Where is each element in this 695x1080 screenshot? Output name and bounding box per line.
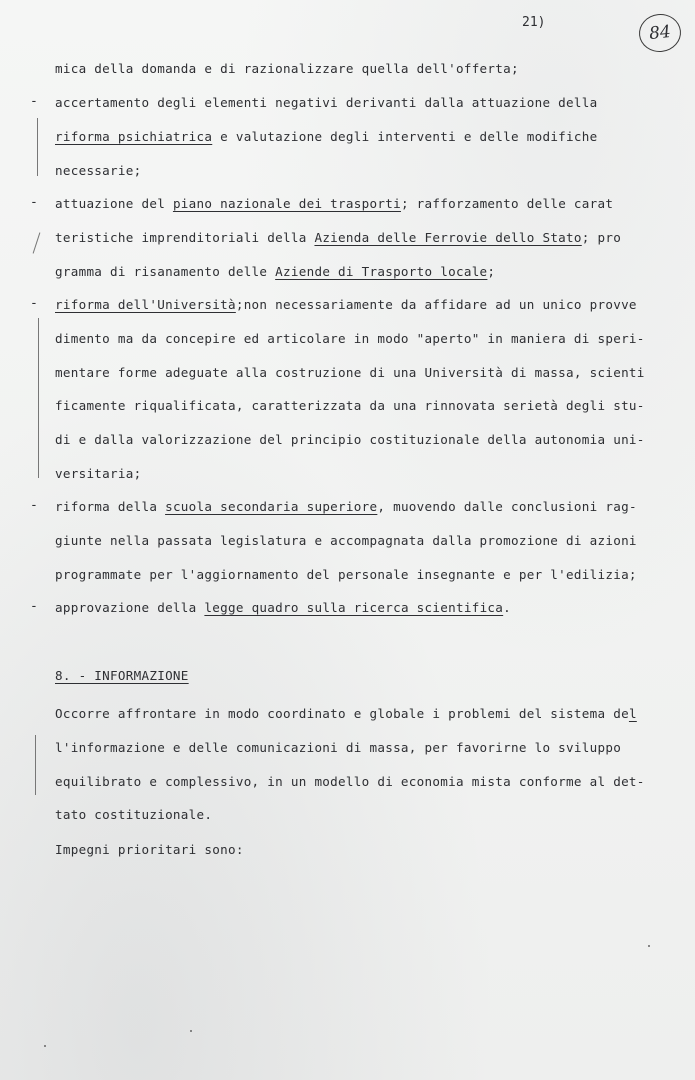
underlined-term: legge quadro sulla ricerca scientifica <box>204 600 504 615</box>
text-line: approvazione della legge quadro sulla ricerca scientifica. <box>55 600 512 615</box>
text-line: Occorre affrontare in modo coordinato e globale i problemi del sistema del <box>55 706 637 721</box>
text-line: riforma dell'Università;non necessariamente da affidare ad un unico provve <box>55 297 637 312</box>
text-line: l'informazione e delle comunicazioni di massa, per favorirne lo sviluppo <box>55 740 622 755</box>
underlined-term: Azienda delle Ferrovie dello Stato <box>314 230 582 245</box>
text-line: dimento ma da concepire ed articolare in modo "aperto" in maniera di speri- <box>55 331 645 346</box>
text-line: riforma della scuola secondaria superiore, muovendo dalle conclusioni rag- <box>55 499 637 514</box>
text-line: giunte nella passata legislatura e accompagnata dalla promozione di azioni <box>55 533 637 548</box>
text-line: programmate per l'aggiornamento del personale insegnante e per l'edilizia; <box>55 567 637 582</box>
underlined-term: Aziende di Trasporto locale <box>275 264 488 279</box>
text-line: tato costituzionale. <box>55 807 213 822</box>
margin-mark <box>35 735 36 795</box>
underlined-term: riforma psichiatrica <box>55 129 213 144</box>
text-line: attuazione del piano nazionale dei trasporti; rafforzamento delle carat <box>55 196 614 211</box>
text-line: versitaria; <box>55 466 142 481</box>
bullet-dash: - <box>30 599 38 614</box>
text-line: ficamente riqualificata, caratterizzata da una rinnovata serietà degli stu- <box>55 398 645 413</box>
bullet-dash: - <box>30 94 38 109</box>
bullet-dash: - <box>30 296 38 311</box>
underlined-term: riforma dell'Università <box>55 297 236 312</box>
text-line: mentare forme adeguate alla costruzione di una Università di massa, scienti <box>55 365 645 380</box>
text-line: equilibrato e complessivo, in un modello di economia mista conforme al det- <box>55 774 645 789</box>
bullet-dash: - <box>30 195 38 210</box>
text-line: teristiche imprenditoriali della Azienda delle Ferrovie dello Stato; pro <box>55 230 622 245</box>
underlined-term: piano nazionale dei trasporti <box>172 196 401 211</box>
section-heading: 8. - INFORMAZIONE <box>55 668 189 683</box>
text-line: accertamento degli elementi negativi derivanti dalla attuazione della <box>55 95 598 110</box>
text-line: mica della domanda e di razionalizzare quella dell'offerta; <box>55 61 519 76</box>
handwritten-page-stamp: 84 <box>637 12 683 54</box>
margin-mark <box>38 318 39 478</box>
text-line: riforma psichiatrica e valutazione degli interventi e delle modifiche <box>55 129 598 144</box>
underlined-term: scuola secondaria superiore <box>165 499 378 514</box>
margin-mark <box>33 232 41 253</box>
text-line: gramma di risanamento delle Aziende di Trasporto locale; <box>55 264 496 279</box>
text-line: necessarie; <box>55 163 142 178</box>
text-line: Impegni prioritari sono: <box>55 842 244 857</box>
bullet-dash: - <box>30 498 38 513</box>
speck <box>44 1045 46 1047</box>
speck <box>648 945 650 947</box>
speck <box>190 1030 192 1032</box>
text-line: di e dalla valorizzazione del principio costituzionale della autonomia uni- <box>55 432 645 447</box>
page-number: 21) <box>522 15 546 30</box>
margin-mark <box>37 118 38 176</box>
